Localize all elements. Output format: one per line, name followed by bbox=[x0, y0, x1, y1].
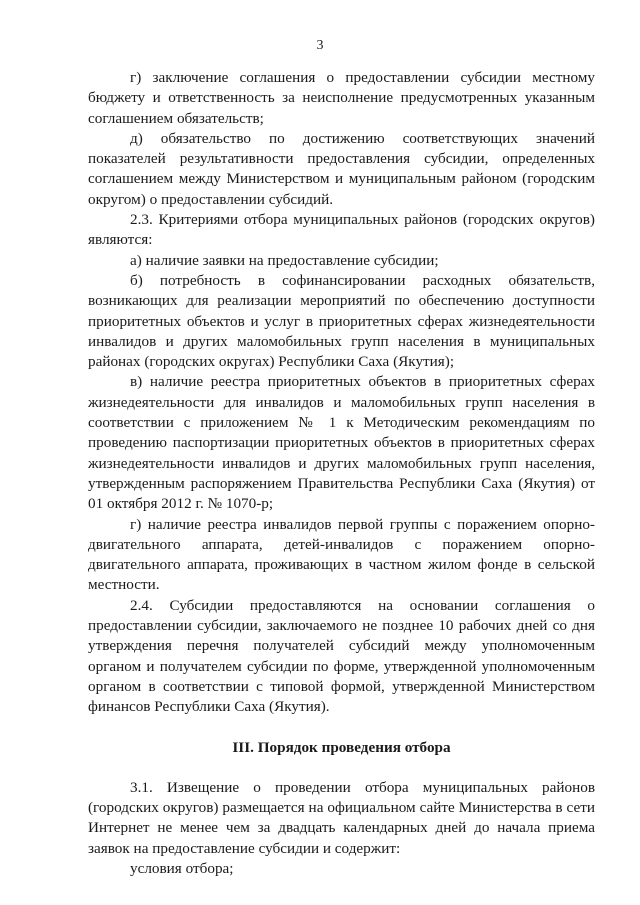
paragraph-2-3-b: б) потребность в софинансировании расходных обязательств, возникающих для реализации мероприятий по обеспечению доступности приоритетных объектов и услуг в приоритетных сферах жизнедеятельности инвалидов и других маломобильных групп населения в муниципальных районах (городских округах) Республики Саха (Якутия); bbox=[88, 271, 595, 371]
paragraph-2-3-a: а) наличие заявки на предоставление субсидии; bbox=[130, 251, 439, 269]
paragraph-2-4: 2.4. Субсидии предоставляются на основании соглашения о предоставлении субсидии, заключаемого не позднее 10 рабочих дней со дня утверждения перечня получателей субсидий между уполномоченным органом и получателем субсидии по форме, утвержденной уполномоченным органом в соответствии с типовой формой, утвержденной Министерством финансов Республики Саха (Якутия). bbox=[88, 596, 595, 716]
page-number: 3 bbox=[316, 38, 324, 53]
paragraph-2-3-g: г) наличие реестра инвалидов первой группы с поражением опорно-двигательного аппарата, детей-инвалидов с поражением опорно-двигательного аппарата, проживающих в частном жилом фонде в сельской местности. bbox=[88, 515, 595, 594]
section-heading: III. Порядок проведения отбора bbox=[232, 738, 451, 756]
paragraph-2-2-g: г) заключение соглашения о предоставлении субсидии местному бюджету и ответственность за неисполнение предусмотренных указанным соглашением обязательств; bbox=[88, 69, 595, 127]
document-body bbox=[88, 68, 595, 879]
paragraph-3-1: 3.1. Извещение о проведении отбора муниципальных районов (городских округов) размещается на официальном сайте Министерства в сети Интернет не менее чем за двадцать календарных дней до начала приема заявок на предоставление субсидии и содержит: bbox=[88, 778, 595, 857]
paragraph-2-2-d: д) обязательство по достижению соответствующих значений показателей результативности предоставления субсидии, определенных соглашением между Министерством и муниципальным районом (городским округом) о предоставлении субсидий. bbox=[88, 129, 595, 208]
paragraph-3-1-conditions: условия отбора; bbox=[130, 859, 234, 877]
paragraph-2-3: 2.3. Критериями отбора муниципальных районов (городских округов) являются: bbox=[88, 211, 595, 249]
paragraph-2-3-v: в) наличие реестра приоритетных объектов в приоритетных сферах жизнедеятельности для инвалидов и маломобильных групп населения в соответствии с приложением № 1 к Методическим рекомендациям по проведению паспортизации приоритетных объектов в приоритетных сферах жизнедеятельности инвалидов и других маломобильных групп населения, утвержденным распоряжением Правительства Республики Саха (Якутия) от 01 октября 2012 г. № 1070-р; bbox=[88, 373, 595, 513]
